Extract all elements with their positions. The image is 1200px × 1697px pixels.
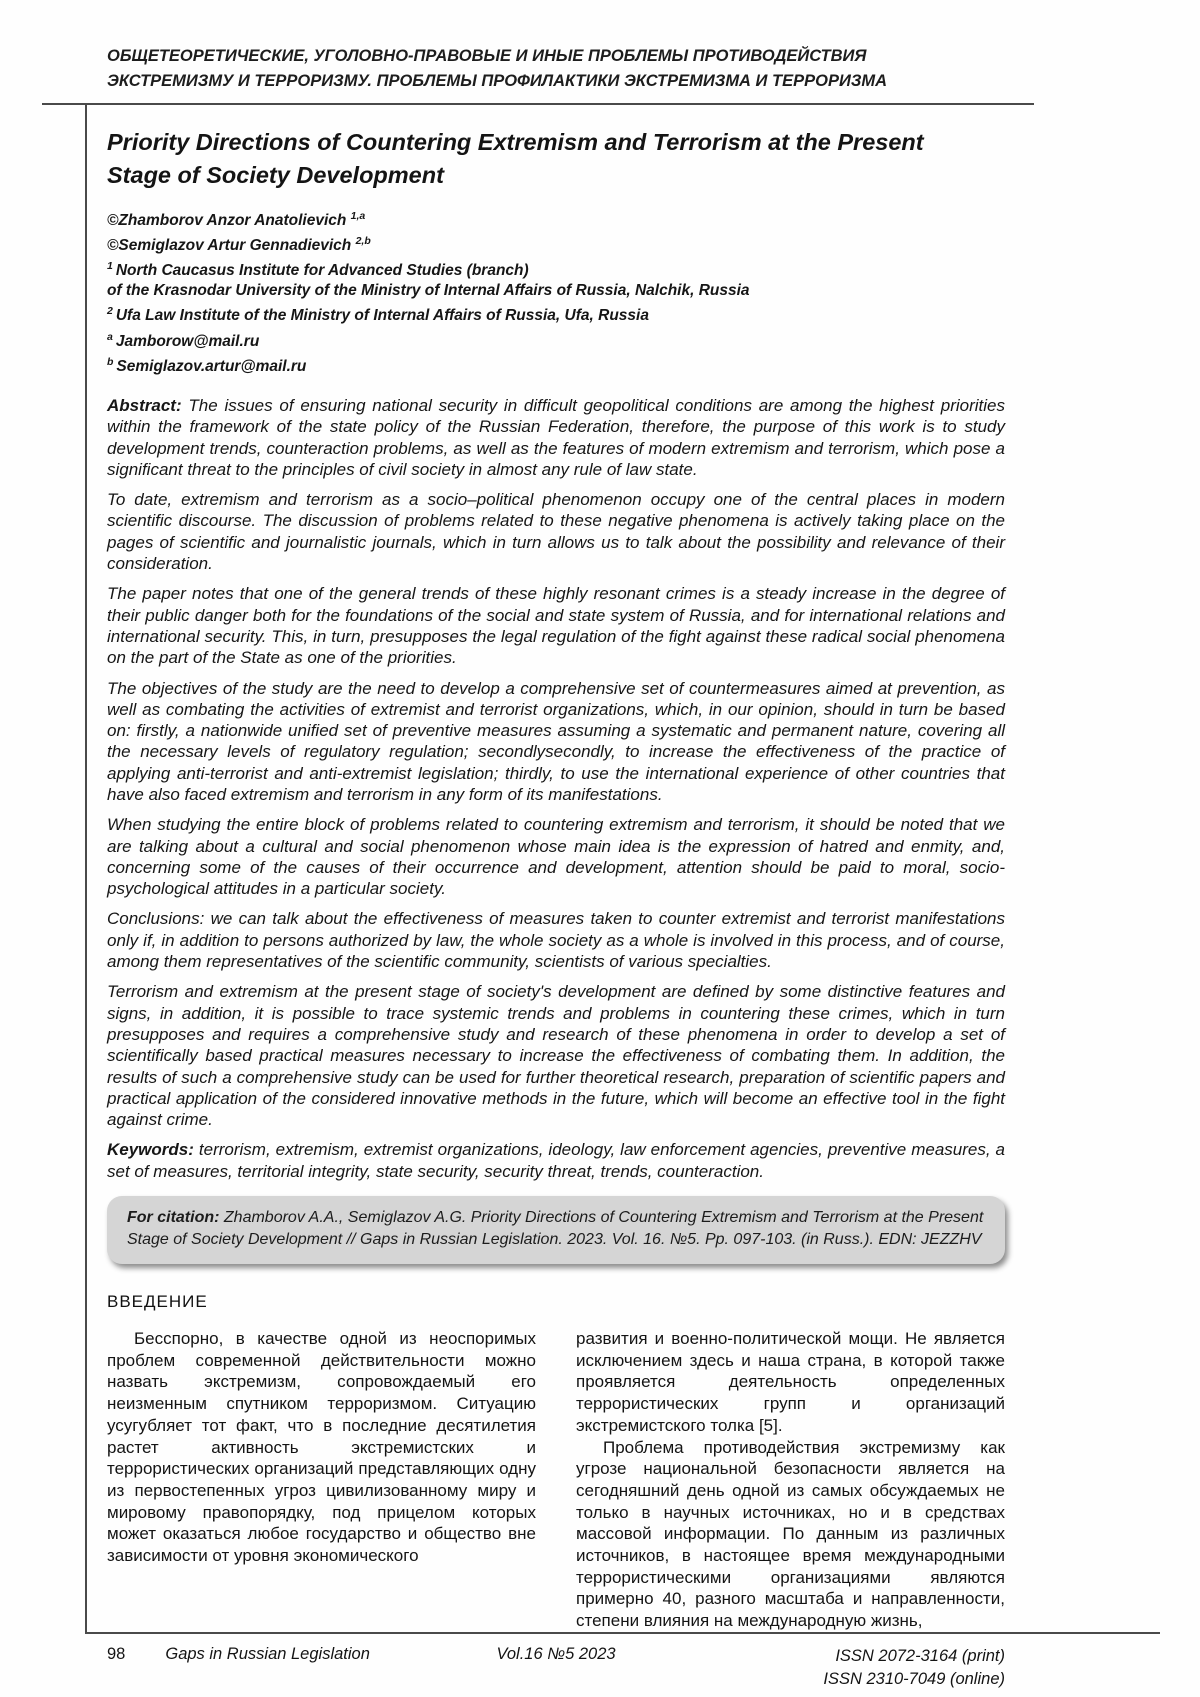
email-superscript: a bbox=[107, 330, 113, 343]
abstract-paragraph: The paper notes that one of the general trends of these highly resonant crimes is a steady increase in the degree of their public danger both for the foundations of the social and state system of Russia, and for international relations and international security. This, in turn, presupposes the legal regulation of the fight against these radical social phenomena on the part of the State as one of the priorities. bbox=[107, 584, 1005, 668]
abstract-paragraph: When studying the entire block of problems related to countering extremism and terrorism, it should be noted that we are talking about a cultural and social phenomenon whose main idea is the expression of hatred and enmity, and, concerning some of the causes of their occurrence and development, attention should be paid to moral, socio-psychological attitudes in a particular society. bbox=[107, 815, 1005, 899]
author-email-line bbox=[107, 352, 1005, 377]
affiliation-text: of the Krasnodar University of the Ministry of Internal Affairs of Russia, Nalchik, Russia bbox=[107, 282, 750, 300]
left-column bbox=[107, 1328, 536, 1632]
keywords-text: terrorism, extremism, extremist organizations, ideology, law enforcement agencies, preventive measures, a set of measures, territorial integrity, state security, security threat, trends, counteraction. bbox=[107, 1140, 1005, 1181]
footer-center bbox=[496, 1645, 615, 1664]
rubric-line-2: ЭКСТРЕМИЗМУ И ТЕРРОРИЗМУ. ПРОБЛЕМЫ ПРОФИЛАКТИКИ ЭКСТРЕМИЗМА И ТЕРРОРИЗМА bbox=[107, 72, 888, 90]
email-superscript: b bbox=[107, 355, 114, 368]
abstract-text: The issues of ensuring national security in difficult geopolitical conditions are among the highest priorities within the framework of the state policy of the Russian Federation, therefore, the purpose of this work is to study development trends, counteraction problems, as well as the features of modern extremism and terrorism, which pose a significant threat to the principles of civil society in almost any rule of law state. bbox=[107, 395, 1005, 479]
left-margin-rule bbox=[85, 103, 87, 1634]
header-divider bbox=[42, 103, 1034, 105]
author-name: ©Zhamborov Anzor Anatolievich bbox=[107, 212, 347, 230]
footer-divider bbox=[85, 1632, 1160, 1634]
article-content bbox=[107, 126, 1005, 1632]
abstract-paragraph: Conclusions: we can talk about the effectiveness of measures taken to counter extremist and terrorist manifestations only if, in addition to persons authorized by law, the whole society as a whole is involved in this process, and of course, among them representatives of the scientific community, scientists of various specialties. bbox=[107, 909, 1005, 972]
page-footer bbox=[107, 1645, 1005, 1691]
article-title: Priority Directions of Countering Extremism and Terrorism at the Present Stage of Society Development bbox=[107, 129, 924, 188]
author-line bbox=[107, 206, 1005, 231]
affiliation-superscript: 1 bbox=[107, 260, 113, 273]
author-email-line bbox=[107, 327, 1005, 352]
abstract-paragraph: To date, extremism and terrorism as a socio–political phenomenon occupy one of the central places in modern scientific discourse. The discussion of problems related to these negative phenomena is actively taking place on the pages of scientific and journalistic journals, which in turn allows us to talk about the possibility and relevance of their consideration. bbox=[107, 490, 1005, 574]
abstract-section bbox=[107, 395, 1005, 1131]
affiliation-line bbox=[107, 256, 1005, 281]
keywords-label: Keywords: bbox=[107, 1140, 194, 1160]
abstract-paragraph bbox=[107, 395, 1005, 480]
abstract-label: Abstract: bbox=[107, 395, 182, 415]
author-superscript: 2,b bbox=[355, 235, 371, 248]
page-number: 98 bbox=[107, 1645, 126, 1663]
footer-left bbox=[107, 1645, 496, 1664]
author-superscript: 1,a bbox=[350, 210, 366, 222]
citation-label: For citation: bbox=[127, 1209, 220, 1227]
keywords-paragraph bbox=[107, 1139, 1005, 1182]
author-email: Semiglazov.artur@mail.ru bbox=[116, 357, 307, 375]
affiliation-line bbox=[107, 301, 1005, 326]
citation-text: Zhamborov A.A., Semiglazov A.G. Priority Directions of Countering Extremism and Terrorism at the Present Stage of Society Development // Gaps in Russian Legislation. 2023. Vol. 16. №5. Pp. 097-103. (in Russ.). EDN: JEZZHV bbox=[127, 1209, 984, 1249]
affiliation-text: North Caucasus Institute for Advanced Studies (branch) bbox=[115, 262, 529, 280]
body-paragraph: развития и военно-политической мощи. Не является исключением здесь и наша страна, в которой также проявляется деятельность определенных террористических групп и организаций экстремистского толка [5]. bbox=[576, 1329, 1005, 1435]
footer-right bbox=[616, 1645, 1005, 1691]
journal-rubric bbox=[107, 44, 1027, 94]
keywords-section bbox=[107, 1139, 1005, 1182]
author-email: Jamborow@mail.ru bbox=[115, 332, 260, 350]
issn-online: ISSN 2310-7049 (online) bbox=[823, 1670, 1005, 1688]
right-column bbox=[576, 1328, 1005, 1632]
author-line bbox=[107, 231, 1005, 256]
rubric-line-1: ОБЩЕТЕОРЕТИЧЕСКИЕ, УГОЛОВНО-ПРАВОВЫЕ И ИНЫЕ ПРОБЛЕМЫ ПРОТИВОДЕЙСТВИЯ bbox=[107, 47, 867, 65]
issn-print: ISSN 2072-3164 (print) bbox=[835, 1647, 1005, 1665]
citation-box bbox=[107, 1196, 1005, 1264]
author-name: ©Semiglazov Artur Gennadievich bbox=[107, 237, 352, 255]
introduction-section bbox=[107, 1292, 1005, 1632]
body-paragraph: Бесспорно, в качестве одной из неоспоримых проблем современной действительности можно назвать экстремизм, сопровождаемый его неизменным спутником терроризмом. Ситуацию усугубляет тот факт, что в последние десятилетия растет активность экстремистских и террористических организаций представляющих одну из первостепенных угроз цивилизованному миру и мировому правопорядку, под прицелом которых может оказаться любое государство и общество вне зависимости от уровня экономического bbox=[107, 1329, 536, 1566]
two-column-text bbox=[107, 1328, 1005, 1632]
journal-name: Gaps in Russian Legislation bbox=[165, 1645, 370, 1663]
abstract-paragraph: The objectives of the study are the need to develop a comprehensive set of countermeasures aimed at prevention, as well as combating the activities of extremist and terrorist organizations, which, in our opinion, should in turn be based on: firstly, a nationwide unified set of preventive measures assuming a systematic and permanent nature, covering all the necessary levels of regulatory regulation; secondlysecondly, to increase the effectiveness of the practice of applying anti-terrorist and anti-extremist legislation; thirdly, to use the international experience of other countries that have also faced extremism and terrorism in any form of its manifestations. bbox=[107, 678, 1005, 804]
abstract-paragraph: Terrorism and extremism at the present stage of society's development are defined by some distinctive features and signs, in addition, it is possible to trace systemic trends and problems in countering these crimes, which in turn presupposes and requires a comprehensive study and research of these phenomena in order to develop a set of scientifically based practical measures necessary to increase the effectiveness of combating them. In addition, the results of such a comprehensive study can be used for further theoretical research, preparation of scientific papers and practical application of the considered innovative methods in the future, which will become an effective tool in the fight against crime. bbox=[107, 982, 1005, 1130]
authors-block bbox=[107, 206, 1005, 377]
section-heading-introduction: ВВЕДЕНИЕ bbox=[107, 1292, 208, 1312]
affiliation-line bbox=[107, 281, 1005, 301]
affiliation-superscript: 2 bbox=[107, 305, 113, 318]
volume-issue-info: Vol.16 №5 2023 bbox=[496, 1645, 616, 1663]
body-paragraph: Проблема противодействия экстремизму как угрозе национальной безопасности является на сегодняшний день одной из самых обсуждаемых не только в научных источниках, но и в средствах массовой информации. По данным из различных источников, в настоящее время международными террористическими организациями являются примерно 40, разного масштаба и направленности, степени влияния на международную жизнь, bbox=[576, 1437, 1005, 1631]
affiliation-text: Ufa Law Institute of the Ministry of Internal Affairs of Russia, Ufa, Russia bbox=[115, 307, 649, 325]
